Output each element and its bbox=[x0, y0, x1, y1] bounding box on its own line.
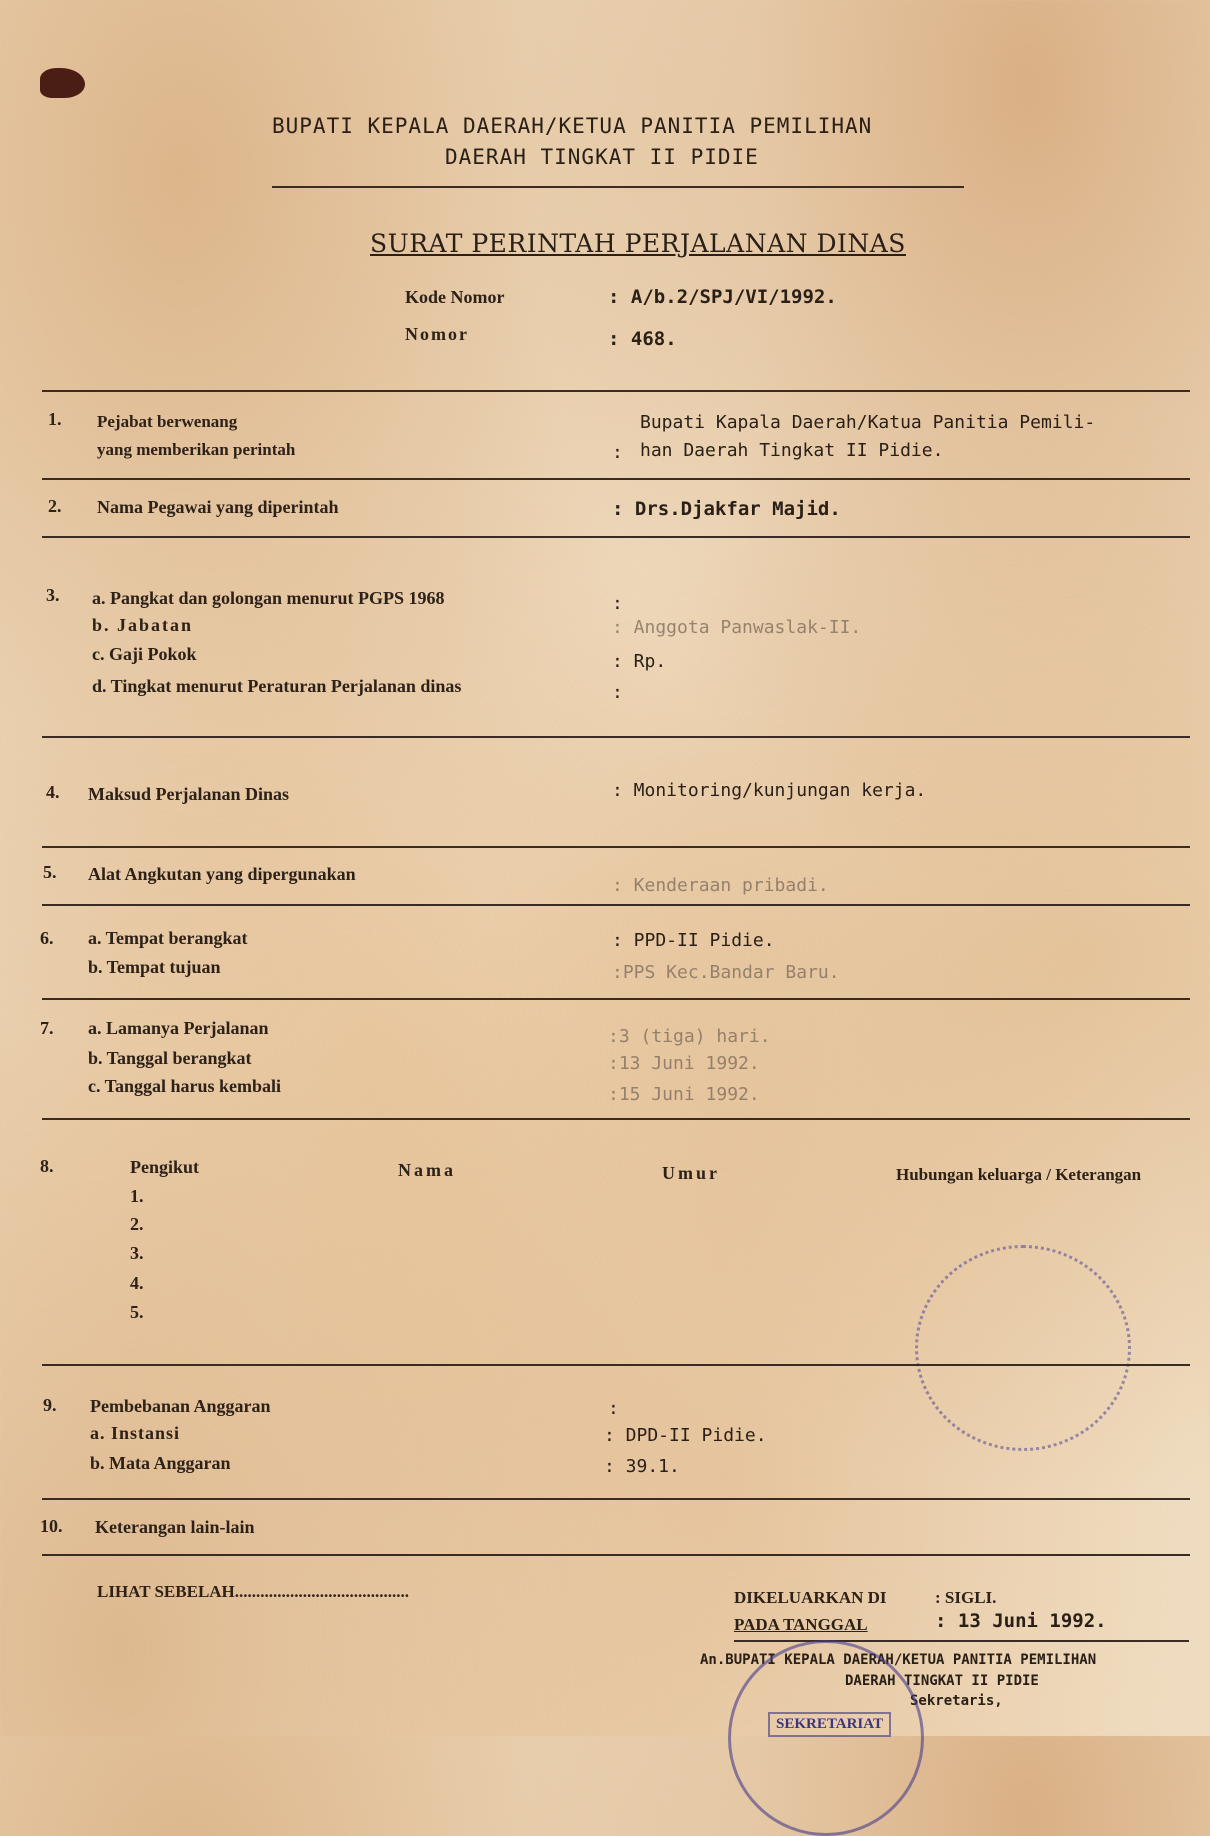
document-title: SURAT PERINTAH PERJALANAN DINAS bbox=[370, 229, 906, 258]
item-8-col-umur: Umur bbox=[662, 1163, 720, 1183]
item-6-b-value: :PPS Kec.Bandar Baru. bbox=[612, 962, 840, 983]
item-6-number: 6. bbox=[40, 928, 54, 948]
stamp-label: SEKRETARIAT bbox=[768, 1712, 891, 1737]
rule-1 bbox=[42, 478, 1190, 480]
item-9-b-label: b. Mata Anggaran bbox=[90, 1453, 231, 1473]
item-9-colon: : bbox=[608, 1398, 619, 1419]
item-3-d-label: d. Tingkat menurut Peraturan Perjalanan dinas bbox=[92, 676, 462, 696]
signatory-line-1: An.BUPATI KEPALA DAERAH/KETUA PANITIA PEMILIHAN bbox=[700, 1652, 1097, 1668]
nomor-label: Nomor bbox=[405, 324, 469, 344]
item-9-b-value: : 39.1. bbox=[604, 1456, 680, 1477]
item-8-row-5: 5. bbox=[130, 1302, 144, 1322]
item-7-number: 7. bbox=[40, 1018, 54, 1038]
item-8-row-1: 1. bbox=[130, 1186, 144, 1206]
item-4-value: : Monitoring/kunjungan kerja. bbox=[612, 780, 927, 801]
item-7-c-label: c. Tanggal harus kembali bbox=[88, 1076, 282, 1096]
item-9-number: 9. bbox=[43, 1395, 57, 1415]
item-3-b-value: : Anggota Panwaslak-II. bbox=[612, 617, 862, 638]
item-1-value-1: Bupati Kapala Daerah/Katua Panitia Pemili- bbox=[640, 412, 1096, 433]
item-9-a-label: a. Instansi bbox=[90, 1423, 181, 1443]
stamp-mark-right bbox=[915, 1245, 1131, 1451]
item-1-colon: : bbox=[612, 442, 623, 463]
item-1-number: 1. bbox=[48, 409, 62, 429]
tanggal-value: : 13 Juni 1992. bbox=[935, 1610, 1107, 1632]
item-8-label: Pengikut bbox=[130, 1157, 200, 1177]
rule-7 bbox=[42, 1118, 1190, 1120]
item-6-b-label: b. Tempat tujuan bbox=[88, 957, 221, 977]
rule-9 bbox=[42, 1498, 1190, 1500]
kode-nomor-value: : A/b.2/SPJ/VI/1992. bbox=[608, 286, 837, 308]
header-rule bbox=[272, 186, 964, 188]
torn-corner-mark bbox=[40, 68, 85, 98]
item-9-a-value: : DPD-II Pidie. bbox=[604, 1425, 767, 1446]
item-3-a-value: : bbox=[612, 593, 623, 614]
item-6-a-value: : PPD-II Pidie. bbox=[612, 930, 775, 951]
item-8-row-2: 2. bbox=[130, 1214, 144, 1234]
dikeluarkan-value: : SIGLI. bbox=[935, 1588, 997, 1607]
item-4-label: Maksud Perjalanan Dinas bbox=[88, 784, 290, 804]
item-2-label: Nama Pegawai yang diperintah bbox=[97, 497, 339, 517]
item-8-col-nama: Nama bbox=[398, 1160, 456, 1180]
dikeluarkan-label: DIKELUARKAN DI bbox=[734, 1588, 887, 1607]
item-7-c-value: :15 Juni 1992. bbox=[608, 1084, 760, 1105]
item-10-label: Keterangan lain-lain bbox=[95, 1517, 255, 1537]
official-stamp bbox=[728, 1640, 924, 1836]
item-1-label-1: Pejabat berwenang bbox=[97, 412, 238, 431]
header-line-1: BUPATI KEPALA DAERAH/KETUA PANITIA PEMILIHAN bbox=[272, 114, 873, 138]
tanggal-label: PADA TANGGAL bbox=[734, 1615, 868, 1634]
lihat-sebelah: LIHAT SEBELAH......................................... bbox=[97, 1582, 410, 1601]
item-8-number: 8. bbox=[40, 1156, 54, 1176]
item-5-label: Alat Angkutan yang dipergunakan bbox=[88, 864, 356, 884]
signatory-line-3: Sekretaris, bbox=[910, 1693, 1003, 1709]
rule-top bbox=[42, 390, 1190, 392]
item-3-d-value: : bbox=[612, 682, 623, 703]
item-5-value: : Kenderaan pribadi. bbox=[612, 875, 829, 896]
item-7-a-label: a. Lamanya Perjalanan bbox=[88, 1018, 269, 1038]
rule-8 bbox=[42, 1364, 1190, 1366]
item-6-a-label: a. Tempat berangkat bbox=[88, 928, 248, 948]
nomor-value: : 468. bbox=[608, 328, 677, 350]
item-3-a-label: a. Pangkat dan golongan menurut PGPS 1968 bbox=[92, 588, 445, 608]
header-line-2: DAERAH TINGKAT II PIDIE bbox=[445, 145, 759, 169]
item-2-value: : Drs.Djakfar Majid. bbox=[612, 498, 841, 520]
item-2-number: 2. bbox=[48, 496, 62, 516]
item-3-b-label: b. Jabatan bbox=[92, 615, 194, 635]
item-4-number: 4. bbox=[46, 782, 60, 802]
item-1-value-2: han Daerah Tingkat II Pidie. bbox=[640, 440, 944, 461]
item-9-label: Pembebanan Anggaran bbox=[90, 1396, 271, 1416]
rule-5 bbox=[42, 904, 1190, 906]
item-7-a-value: :3 (tiga) hari. bbox=[608, 1026, 771, 1047]
item-1-label-2: yang memberikan perintah bbox=[97, 440, 296, 459]
item-8-col-hubungan: Hubungan keluarga / Keterangan bbox=[896, 1165, 1142, 1184]
rule-6 bbox=[42, 998, 1190, 1000]
item-3-c-value: : Rp. bbox=[612, 651, 667, 672]
item-7-b-label: b. Tanggal berangkat bbox=[88, 1048, 252, 1068]
item-10-number: 10. bbox=[40, 1516, 63, 1536]
item-8-row-3: 3. bbox=[130, 1243, 144, 1263]
item-3-number: 3. bbox=[46, 585, 60, 605]
rule-4 bbox=[42, 846, 1190, 848]
item-5-number: 5. bbox=[43, 862, 57, 882]
signatory-line-2: DAERAH TINGKAT II PIDIE bbox=[845, 1673, 1039, 1689]
kode-nomor-label: Kode Nomor bbox=[405, 287, 505, 307]
rule-10 bbox=[42, 1554, 1190, 1556]
item-8-row-4: 4. bbox=[130, 1273, 144, 1293]
rule-2 bbox=[42, 536, 1190, 538]
rule-3 bbox=[42, 736, 1190, 738]
item-3-c-label: c. Gaji Pokok bbox=[92, 644, 197, 664]
item-7-b-value: :13 Juni 1992. bbox=[608, 1053, 760, 1074]
